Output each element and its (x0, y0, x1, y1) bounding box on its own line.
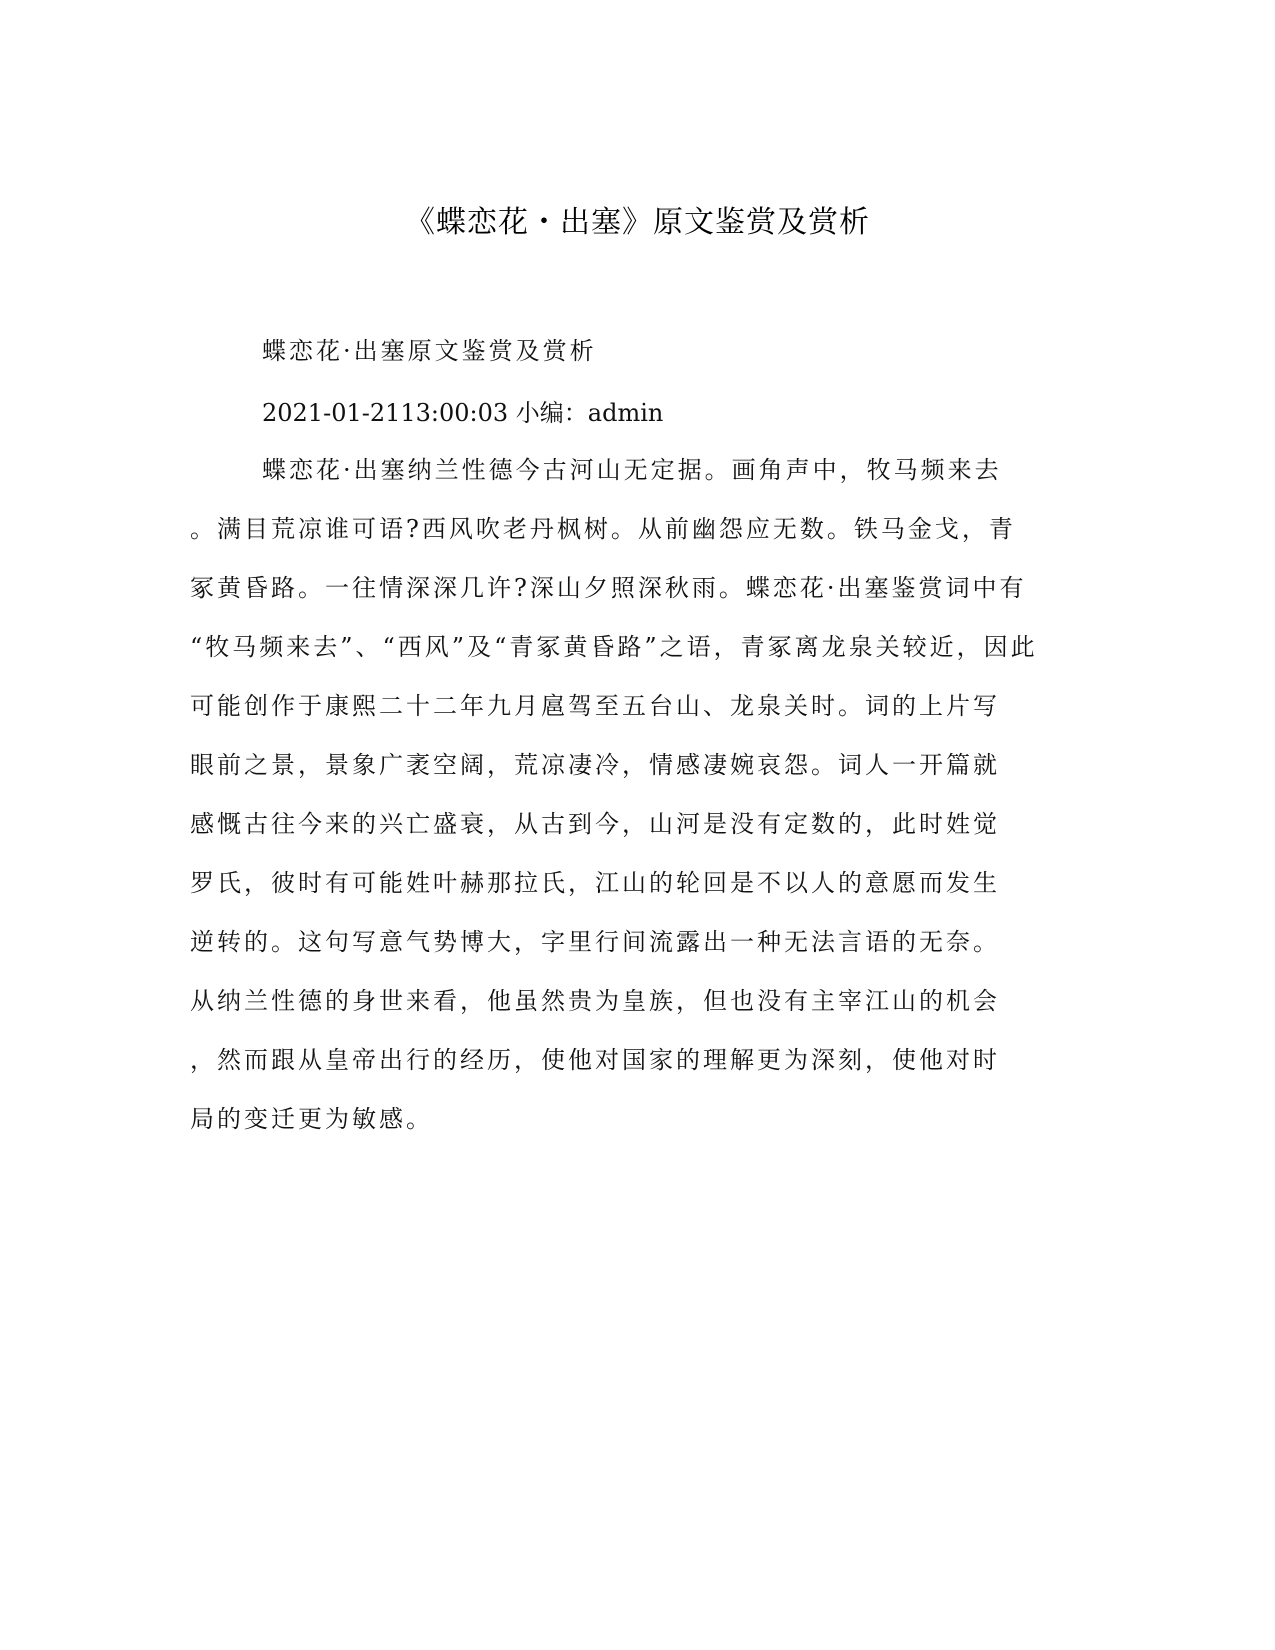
body-line: 感慨古往今来的兴亡盛衰，从古到今，山河是没有定数的，此时姓觉 (190, 810, 1000, 838)
body-line: 局的变迁更为敏感。 (190, 1105, 433, 1133)
body-line: 冢黄昏路。一往情深深几许?深山夕照深秋雨。蝶恋花·出塞鉴赏词中有 (190, 574, 1027, 602)
body-line: 罗氏，彼时有可能姓叶赫那拉氏，江山的轮回是不以人的意愿而发生 (190, 869, 1000, 897)
body-line: 眼前之景，景象广袤空阔，荒凉凄冷，情感凄婉哀怨。词人一开篇就 (190, 751, 1000, 779)
body-line: ，然而跟从皇帝出行的经历，使他对国家的理解更为深刻，使他对时 (190, 1046, 1000, 1074)
body-line: 可能创作于康熙二十二年九月扈驾至五台山、龙泉关时。词的上片写 (190, 692, 1000, 720)
body-line: 从纳兰性德的身世来看，他虽然贵为皇族，但也没有主宰江山的机会 (190, 987, 1000, 1015)
body-line: 逆转的。这句写意气势博大，字里行间流露出一种无法言语的无奈。 (190, 928, 1000, 956)
body-line: 蝶恋花·出塞纳兰性德今古河山无定据。画角声中，牧马频来去 (262, 456, 1002, 484)
document-body (190, 452, 1090, 1160)
body-line: 。满目荒凉谁可语?西风吹老丹枫树。从前幽怨应无数。铁马金戈，青 (190, 515, 1016, 543)
document-subtitle: 蝶恋花·出塞原文鉴赏及赏析 (262, 337, 597, 365)
document-meta: 2021-01-2113:00:03 小编：admin (262, 399, 664, 427)
document-title: 《蝶恋花・出塞》原文鉴赏及赏析 (405, 205, 870, 240)
body-line: “牧马频来去”、“西风”及“青冢黄昏路”之语，青冢离龙泉关较近，因此 (190, 633, 1038, 661)
